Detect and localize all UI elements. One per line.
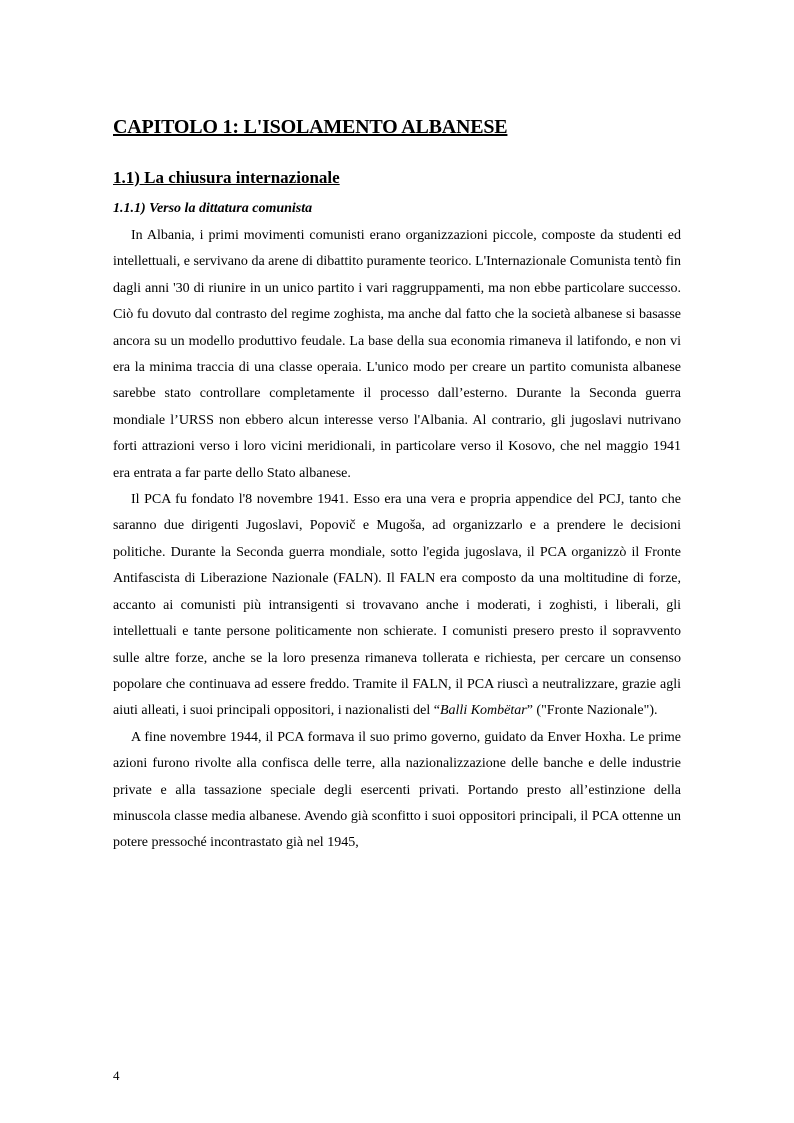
document-page — [113, 0, 681, 1123]
paragraph: In Albania, i primi movimenti comunisti erano organizzazioni piccole, composte da studenti ed intellettuali, e servivano da arene di dibattito puramente teorico. L'Internazionale Comunista tentò fin dagli anni '30 di riunire in un unico partito i vari raggruppamenti, ma non ebbe particolare successo. Ciò fu dovuto dal contrasto del regime zoghista, ma anche dal fatto che la società albanese si basasse ancora su un modello produttivo feudale. La base della sua economia rimaneva il latifondo, e non vi era la minima traccia di una classe operaia. L'unico modo per creare un partito comunista albanese sarebbe stato controllare completamente il processo dall’esterno. Durante la Seconda guerra mondiale l’URSS non ebbero alcun interesse verso l'Albania. Al contrario, gli jugoslavi nutrivano forti attrazioni verso i loro vicini meridionali, in particolare verso il Kosovo, che nel maggio 1941 era entrata a far parte dello Stato albanese. — [113, 228, 681, 481]
paragraph — [113, 487, 681, 725]
paragraph: A fine novembre 1944, il PCA formava il suo primo governo, guidato da Enver Hoxha. Le prime azioni furono rivolte alla confisca delle terre, alla nazionalizzazione delle banche e delle industrie private e alla tassazione speciale degli esercenti privati. Portando presto all’estinzione della minuscola classe media albanese. Avendo già sconfitto i suoi oppositori principali, il PCA ottenne un potere pressoché incontrastato già nel 1945, — [113, 729, 681, 851]
subsection-title: 1.1.1) Verso la dittatura comunista — [113, 201, 313, 216]
body-text — [113, 223, 681, 857]
party-name-italic: Balli Kombëtar — [439, 703, 527, 719]
section-title: 1.1) La chiusura internazionale — [113, 168, 340, 187]
paragraph-text: Il PCA fu fondato l'8 novembre 1941. Esso era una vera e propria appendice del PCJ, tanto che saranno due dirigenti Jugoslavi, Popovič e Mugoša, ad organizzarlo e a prendere le decisioni politiche. Durante la Seconda guerra mondiale, sotto l'egida jugoslava, il PCA organizzò il Fronte Antifascista di Liberazione Nazionale (FALN). Il FALN era composto da una moltitudine di forze, accanto ai comunisti più intransigenti si trovavano anche i moderati, i zoghisti, i liberali, gli intellettuali e tante persone politicamente non schierate. I comunisti presero presto il sopravvento sulle altre forze, anche se la loro presenza rimaneva tollerata e richiesta, per cercare un consenso popolare che continuava ad essere freddo. Tramite il FALN, il PCA riuscì a neutralizzare, grazie agli aiuti alleati, i suoi principali oppositori, i nazionalisti del “ — [113, 492, 681, 719]
paragraph-text: ” ("Fronte Nazionale"). — [526, 703, 658, 719]
page-number: 4 — [113, 1068, 120, 1083]
chapter-title: CAPITOLO 1: L'ISOLAMENTO ALBANESE — [113, 116, 508, 138]
